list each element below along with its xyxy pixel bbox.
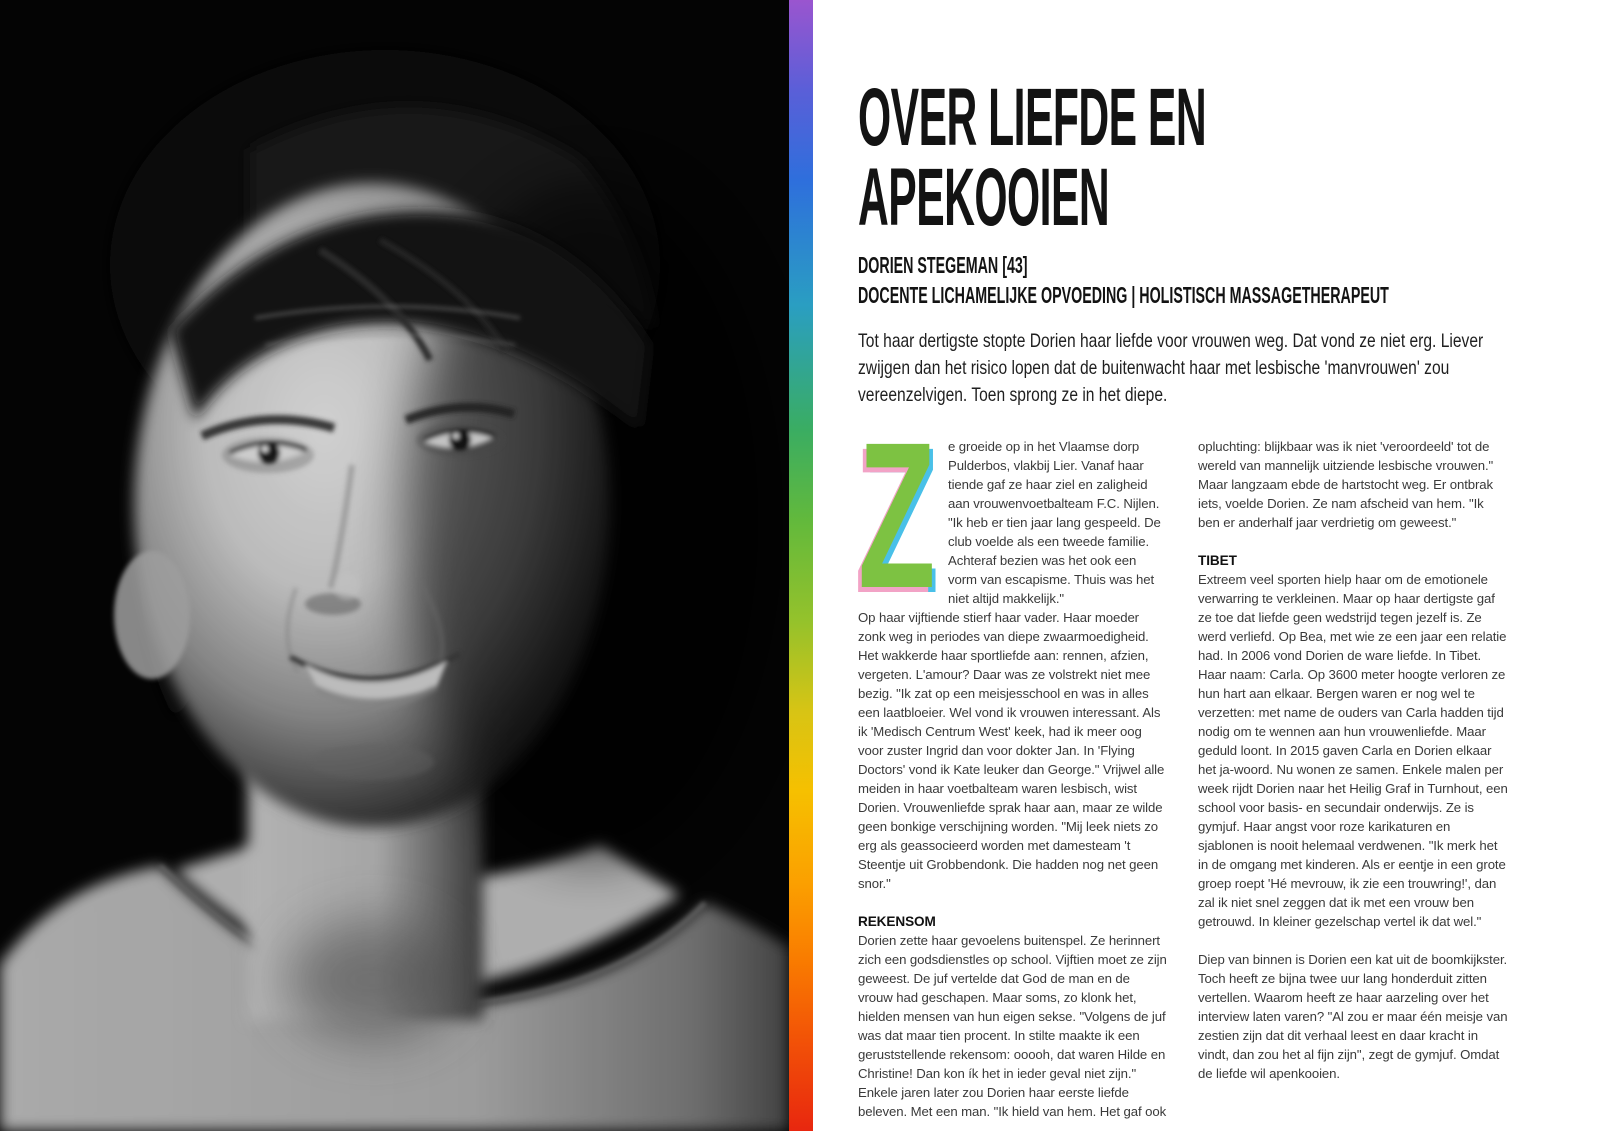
article-intro: Tot haar dertigste stopte Dorien haar liefde voor vrouwen weg. Dat vond ze niet erg. Liever zwijgen dan het risico lopen dat de buitenwacht haar met lesbische 'manvrouwen' zou vereenzelvigen. Toen sprong ze in het diepe. [858, 330, 1484, 406]
article-column-2 [1198, 437, 1508, 1121]
paragraph: Op haar vijftiende stierf haar vader. Haar moeder zonk weg in periodes van diepe zwaarmoedigheid. Het wakkerde haar sportliefde aan: rennen, afzien, vergeten. L'amour? Daar was ze volstrekt niet mee bezig. "Ik zat op een meisjesschool en was in alles een laatbloeier. Wel vond ik vrouwen interessant. Als ik 'Medisch Centrum West' keek, had ik meer oog voor zuster Ingrid dan voor dokter Jan. In 'Flying Doctors' vond ik Kate leuker dan George." Vrijwel alle meiden in haar voetbalteam waren lesbisch, wist Dorien. Vrouwenliefde sprak haar aan, maar ze wilde geen bonkige verschijning worden. "Mij leek niets zo erg als geassocieerd worden met damesteam 't Steentje uit Grobbendonk. Die hadden nog net geen snor." [858, 610, 1165, 891]
vignette [0, 0, 789, 1131]
paragraph: Diep van binnen is Dorien een kat uit de boomkijkster. Toch heeft ze bijna twee uur lang honderduit zitten vertellen. Waarom heeft ze haar aarzeling over het interview laten varen? "Al zou er maar één meisje van zestien zijn dat dit verhaal leest en daar kracht in vindt, dan zou het al fijn zijn", zegt de gymjuf. Omdat de liefde wil apenkooien. [1198, 952, 1508, 1081]
paragraph: Extreem veel sporten hielp haar om de emotionele verwarring te verkleinen. Maar op haar dertigste gaf ze toe dat liefde geen wedstrijd tegen jezelf is. Ze werd verliefd. Op Bea, met wie ze een jaar een relatie had. In 2006 vond Dorien de ware liefde. In Tibet. Haar naam: Carla. Op 3600 meter hoogte verloren ze hun hart aan elkaar. Bergen waren er nog wel te verzetten: met name de ouders van Carla hadden tijd nodig om te wennen aan hun vrouwenliefde. Maar geduld loont. In 2015 gaven Carla en Dorien elkaar het ja-woord. Nu wonen ze samen. Enkele malen per week rijdt Dorien naar het Heilig Graf in Turnhout, een school voor basis- en secundair onderwijs. Ze is gymjuf. Haar angst voor roze karikaturen en sjablonen is nooit helemaal verdwenen. "Ik merk het in de omgang met kinderen. Als er eentje in een grote groep roept 'Hé mevrouw, ik zie een trouwring!', dan zal ik niet snel zeggen dat ik met een vrouw ben getrouwd. In kleiner gezelschap vertel ik dat wel." [1198, 572, 1508, 929]
subject-block [858, 250, 1600, 310]
dropcap-z: Z [858, 400, 936, 632]
article-title [858, 72, 1600, 243]
section-heading-rekensom: REKENSOM [858, 914, 936, 929]
article-title-line2: APEKOOIEN [858, 152, 1110, 243]
article-columns [858, 400, 1600, 1121]
lead-paragraph [858, 400, 1168, 632]
article-page [813, 0, 1600, 1131]
section-heading-tibet: TIBET [1198, 553, 1237, 568]
rainbow-divider [789, 0, 813, 1131]
portrait-photo [0, 0, 789, 1131]
lead-paragraph-text: e groeide op in het Vlaamse dorp Pulderbos, vlakbij Lier. Vanaf haar tiende gaf ze haar ziel en zaligheid aan vrouwenvoetbalteam F.C. Nijlen. "Ik heb er tien jaar lang gespeeld. De club voelde als een tweede familie. Achteraf bezien was het ook een vorm van escapisme. Thuis was het niet altijd makkelijk." [948, 439, 1161, 606]
portrait-photo-illustration [0, 0, 789, 1131]
subject-role: DOCENTE LICHAMELIJKE OPVOEDING | HOLISTISCH MASSAGETHERAPEUT [858, 282, 1389, 308]
subject-name: DORIEN STEGEMAN [43] [858, 252, 1028, 278]
paragraph: opluchting: blijkbaar was ik niet 'veroordeeld' tot de wereld van mannelijk uitziende lesbische vrouwen." Maar langzaam ebde de hartstocht weg. Er ontbrak iets, voelde Dorien. Ze nam afscheid van hem. "Ik ben er anderhalf jaar verdrietig om geweest." [1198, 439, 1494, 530]
article-title-line1: OVER LIEFDE EN [858, 72, 1207, 163]
paragraph: Dorien zette haar gevoelens buitenspel. Ze herinnert zich een godsdienstles op school. Vijftien moet ze zijn geweest. De juf vertelde dat God de man en de vrouw had geschapen. Maar soms, zo klonk het, hielden mensen van hun eigen sekse. "Volgens de juf was dat maar tien procent. In stilte maakte ik een geruststellende rekensom: ooooh, dat waren Hilde en Christine! Dan kon ík het in ieder geval niet zijn." Enkele jaren later zou Dorien haar eerste liefde beleven. Met een man. "Ik hield van hem. Het gaf ook [858, 933, 1167, 1119]
article-column-1 [858, 400, 1168, 1121]
